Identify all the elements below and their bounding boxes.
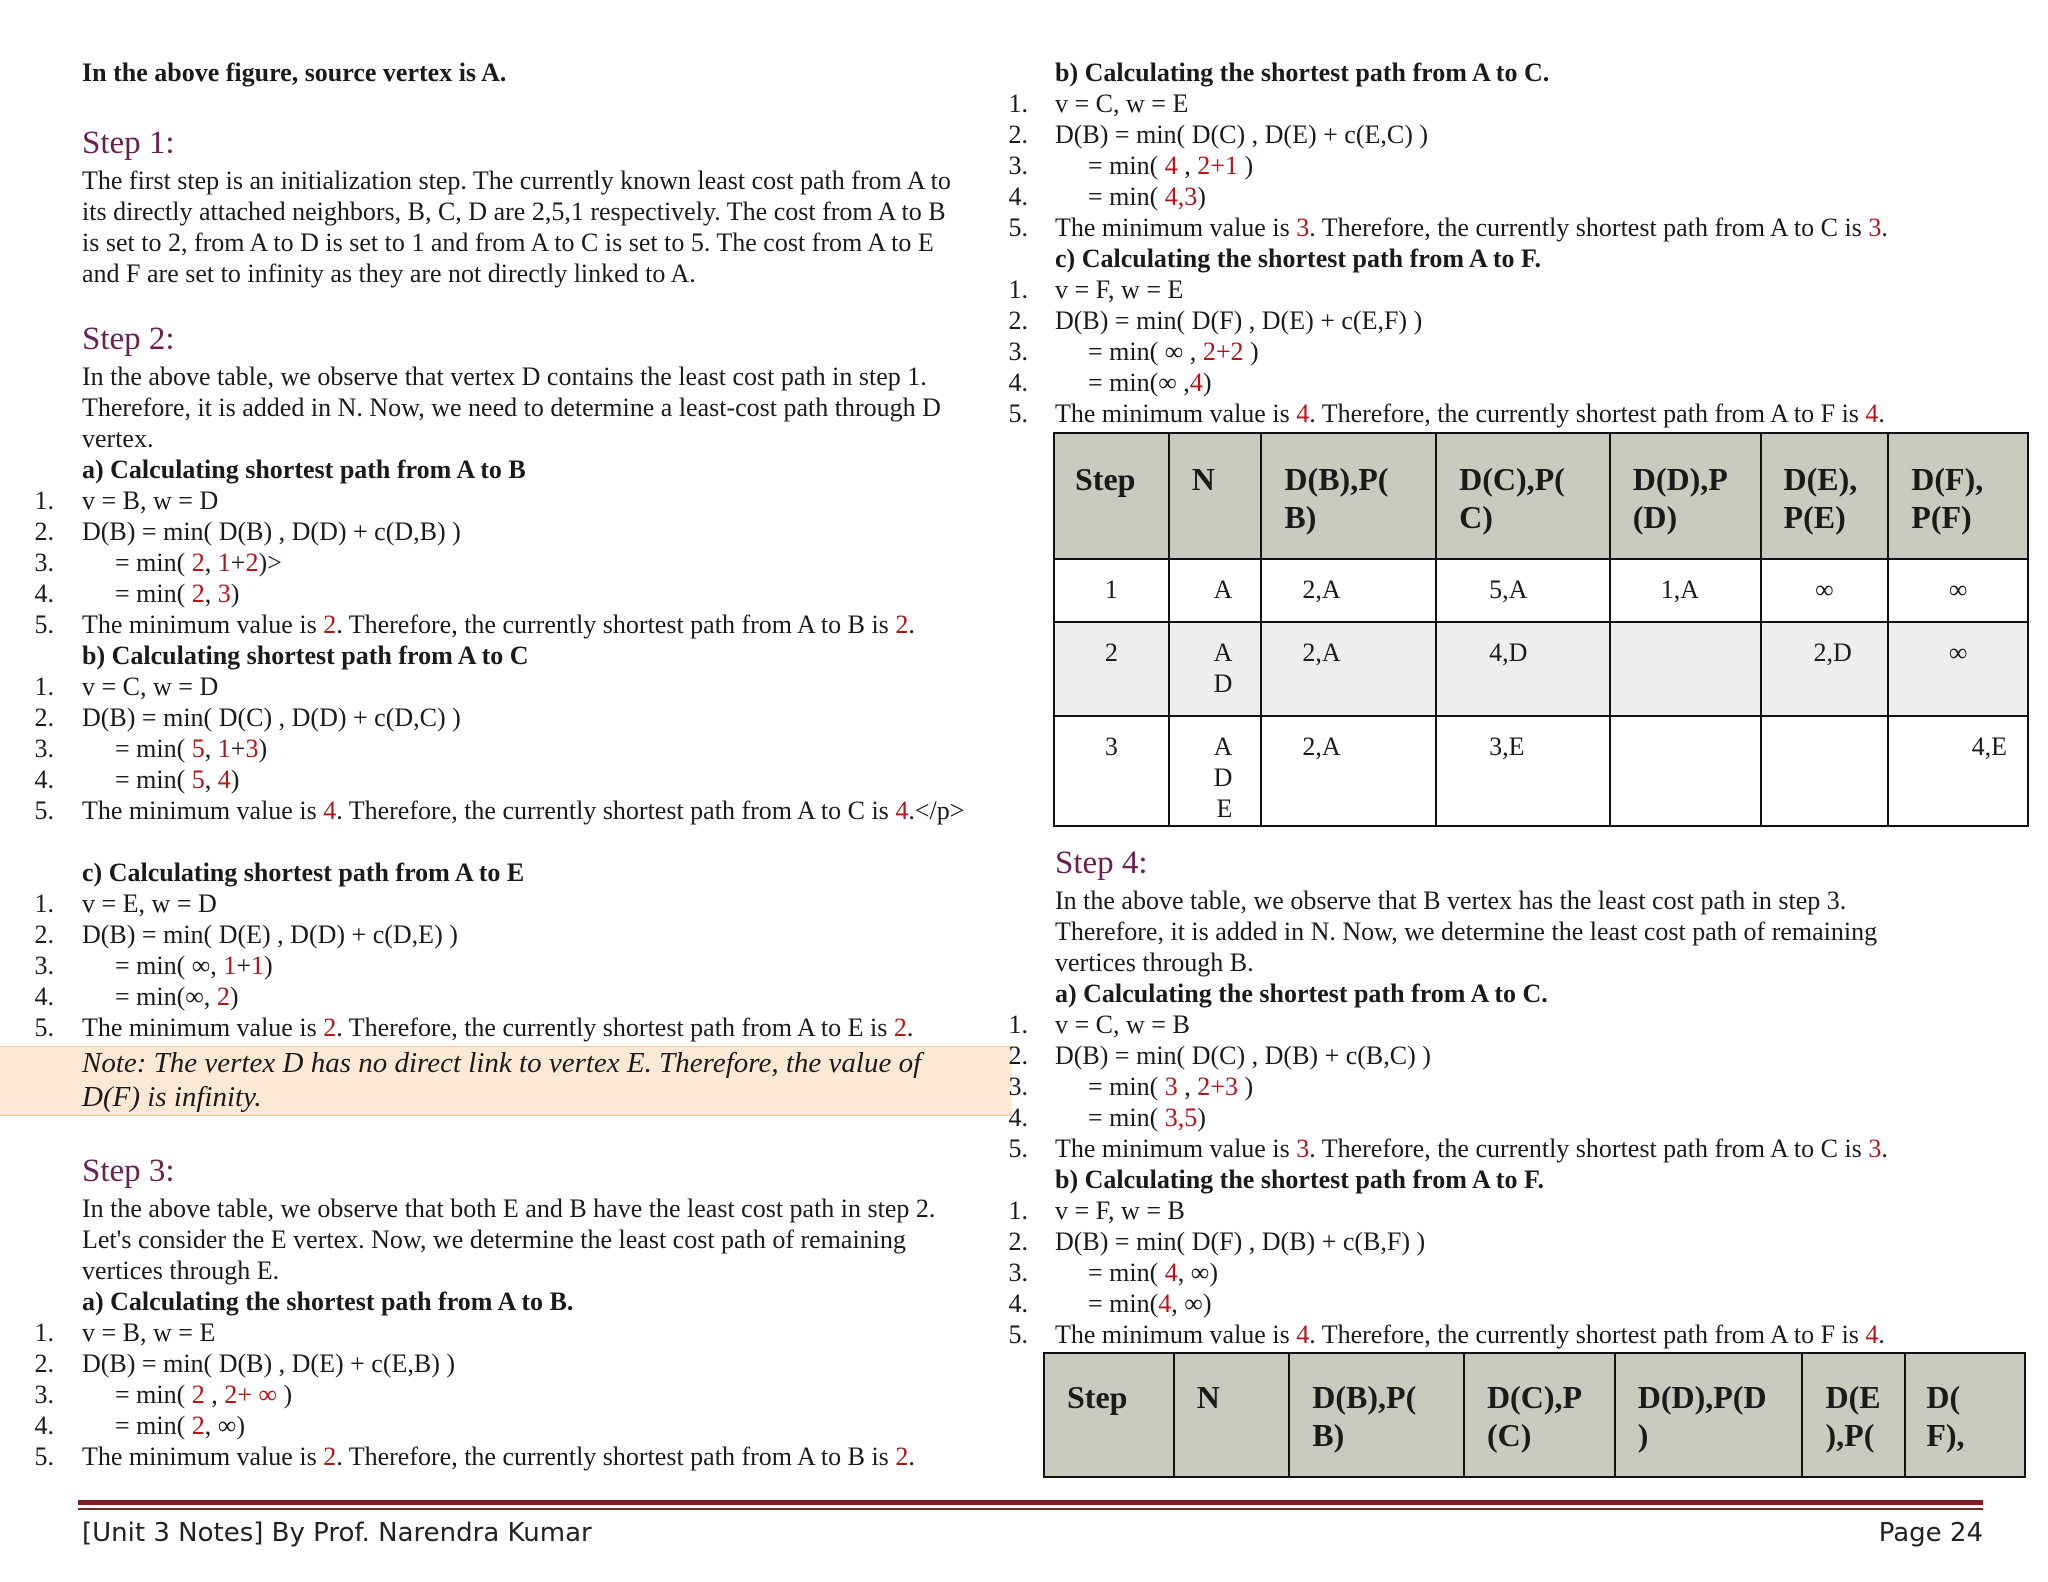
list-number: 5. <box>34 1442 54 1471</box>
list-number: 5. <box>1008 399 1028 428</box>
list-number: 2. <box>34 920 54 949</box>
step4-a-line5: The minimum value is 3. Therefore, the currently shortest path from A to C is 3. <box>1055 1134 1888 1163</box>
step2-line: Therefore, it is added in N. Now, we need to determine a least-cost path through D <box>82 393 941 422</box>
step2-b-title: b) Calculating shortest path from A to C <box>82 641 529 670</box>
step2-a-line5: The minimum value is 2. Therefore, the currently shortest path from A to B is 2. <box>82 610 915 639</box>
step3-c-line1: v = F, w = E <box>1055 275 1184 304</box>
step2-b-line4: = min( 5, 4) <box>115 765 240 794</box>
list-number: 3. <box>1008 337 1028 366</box>
header-db: D(B),P( B) <box>1289 1353 1464 1477</box>
list-number: 1. <box>1008 1010 1028 1039</box>
step4-a-line2: D(B) = min( D(C) , D(B) + c(B,C) ) <box>1055 1041 1431 1070</box>
step4-line: In the above table, we observe that B vertex has the least cost path in step 3. <box>1055 886 1847 915</box>
step3-c-line5: The minimum value is 4. Therefore, the currently shortest path from A to F is 4. <box>1055 399 1885 428</box>
list-number: 4. <box>34 982 54 1011</box>
cell-dd: 1,A <box>1610 559 1761 622</box>
cell-dd <box>1610 716 1761 826</box>
step3-b-line3: = min( 4 , 2+1 ) <box>1088 151 1254 180</box>
step2-a-title: a) Calculating shortest path from A to B <box>82 455 526 484</box>
list-number: 1. <box>1008 275 1028 304</box>
step1-line: its directly attached neighbors, B, C, D are 2,5,1 respectively. The cost from A to B <box>82 197 946 226</box>
step1-line: The first step is an initialization step. The currently known least cost path from A to <box>82 166 951 195</box>
list-number: 3. <box>34 734 54 763</box>
cell-de: ∞ <box>1761 559 1889 622</box>
list-number: 5. <box>1008 1320 1028 1349</box>
step3-c-line3: = min( ∞ , 2+2 ) <box>1088 337 1259 366</box>
step3-b-line2: D(B) = min( D(C) , D(E) + c(E,C) ) <box>1055 120 1429 149</box>
cell-n: A D E <box>1169 716 1262 826</box>
step3-line: vertices through E. <box>82 1256 280 1285</box>
step4-a-line3: = min( 3 , 2+3 ) <box>1088 1072 1254 1101</box>
step3-c-line2: D(B) = min( D(F) , D(E) + c(E,F) ) <box>1055 306 1423 335</box>
cell-dc: 4,D <box>1436 622 1610 716</box>
cell-de: 2,D <box>1761 622 1889 716</box>
list-number: 3. <box>34 548 54 577</box>
cell-step: 2 <box>1054 622 1169 716</box>
list-number: 1. <box>34 486 54 515</box>
header-step: Step <box>1054 433 1169 559</box>
cell-dd <box>1610 622 1761 716</box>
step4-b-line1: v = F, w = B <box>1055 1196 1185 1225</box>
step3-b-title: b) Calculating the shortest path from A to C. <box>1055 58 1550 87</box>
step3-b-line5: The minimum value is 3. Therefore, the currently shortest path from A to C is 3. <box>1055 213 1888 242</box>
cell-dc: 5,A <box>1436 559 1610 622</box>
list-number: 2. <box>34 517 54 546</box>
header-dc: D(C),P( C) <box>1436 433 1610 559</box>
cell-df: 4,E <box>1888 716 2028 826</box>
step4-line: vertices through B. <box>1055 948 1254 977</box>
step2-heading: Step 2: <box>82 321 175 357</box>
step2-a-line2: D(B) = min( D(B) , D(D) + c(D,B) ) <box>82 517 461 546</box>
table-row <box>1054 559 2028 622</box>
table-row <box>1054 716 2028 826</box>
footer-rule-thin <box>78 1508 1983 1510</box>
step3-c-title: c) Calculating the shortest path from A to F. <box>1055 244 1542 273</box>
footer-title: [Unit 3 Notes] By Prof. Narendra Kumar <box>82 1518 592 1548</box>
distance-table-step3 <box>1053 432 2029 827</box>
header-dc: D(C),P (C) <box>1464 1353 1615 1477</box>
list-number: 2. <box>1008 1227 1028 1256</box>
step1-line: is set to 2, from A to D is set to 1 and from A to C is set to 5. The cost from A to E <box>82 228 934 257</box>
step3-a-line3: = min( 2 , 2+ ∞ ) <box>115 1380 293 1409</box>
step3-a-line5: The minimum value is 2. Therefore, the currently shortest path from A to B is 2. <box>82 1442 915 1471</box>
footer-rule <box>78 1500 1983 1505</box>
list-number: 4. <box>1008 182 1028 211</box>
header-n: N <box>1174 1353 1290 1477</box>
cell-dc: 3,E <box>1436 716 1610 826</box>
cell-step: 3 <box>1054 716 1169 826</box>
step3-c-line4: = min(∞ ,4) <box>1088 368 1212 397</box>
step4-b-title: b) Calculating the shortest path from A to F. <box>1055 1165 1544 1194</box>
step3-a-line1: v = B, w = E <box>82 1318 216 1347</box>
list-number: 5. <box>34 1013 54 1042</box>
step3-line: Let's consider the E vertex. Now, we determine the least cost path of remaining <box>82 1225 906 1254</box>
distance-table-step4 <box>1043 1352 2026 1478</box>
list-number: 5. <box>1008 1134 1028 1163</box>
step1-heading: Step 1: <box>82 125 175 161</box>
step3-b-line4: = min( 4,3) <box>1088 182 1206 211</box>
step2-c-title: c) Calculating shortest path from A to E <box>82 858 525 887</box>
list-number: 5. <box>34 796 54 825</box>
step4-line: Therefore, it is added in N. Now, we determine the least cost path of remaining <box>1055 917 1878 946</box>
list-number: 4. <box>1008 368 1028 397</box>
step4-b-line5: The minimum value is 4. Therefore, the currently shortest path from A to F is 4. <box>1055 1320 1885 1349</box>
list-number: 4. <box>34 579 54 608</box>
step4-heading: Step 4: <box>1055 845 1148 881</box>
step2-a-line3: = min( 2, 1+2)> <box>115 548 282 577</box>
cell-de <box>1761 716 1889 826</box>
header-de: D(E), P(E) <box>1761 433 1889 559</box>
header-db: D(B),P( B) <box>1261 433 1436 559</box>
step4-b-line4: = min(4, ∞) <box>1088 1289 1212 1318</box>
list-number: 3. <box>1008 1258 1028 1287</box>
cell-db: 2,A <box>1261 716 1436 826</box>
list-number: 2. <box>34 1349 54 1378</box>
step3-a-title: a) Calculating the shortest path from A to B. <box>82 1287 574 1316</box>
list-number: 5. <box>34 610 54 639</box>
step2-c-line1: v = E, w = D <box>82 889 217 918</box>
list-number: 3. <box>34 951 54 980</box>
list-number: 2. <box>34 703 54 732</box>
list-number: 4. <box>1008 1103 1028 1132</box>
header-step: Step <box>1044 1353 1174 1477</box>
step2-c-line2: D(B) = min( D(E) , D(D) + c(D,E) ) <box>82 920 458 949</box>
header-df: D(F), P(F) <box>1888 433 2028 559</box>
step3-a-line4: = min( 2, ∞) <box>115 1411 245 1440</box>
step4-a-title: a) Calculating the shortest path from A to C. <box>1055 979 1548 1008</box>
list-number: 2. <box>1008 120 1028 149</box>
list-number: 2. <box>1008 1041 1028 1070</box>
list-number: 1. <box>1008 1196 1028 1225</box>
step3-b-line1: v = C, w = E <box>1055 89 1189 118</box>
table-header-row <box>1054 433 2028 559</box>
list-number: 5. <box>1008 213 1028 242</box>
list-number: 1. <box>34 1318 54 1347</box>
list-number: 3. <box>1008 151 1028 180</box>
list-number: 3. <box>1008 1072 1028 1101</box>
step3-a-line2: D(B) = min( D(B) , D(E) + c(E,B) ) <box>82 1349 456 1378</box>
cell-n: A D <box>1169 622 1262 716</box>
intro-text: In the above figure, source vertex is A. <box>82 58 507 87</box>
step3-heading: Step 3: <box>82 1153 175 1189</box>
step2-c-line4: = min(∞, 2) <box>115 982 239 1011</box>
step2-b-line3: = min( 5, 1+3) <box>115 734 268 763</box>
step2-c-line5: The minimum value is 2. Therefore, the currently shortest path from A to E is 2. <box>82 1013 914 1042</box>
note-line: Note: The vertex D has no direct link to vertex E. Therefore, the value of <box>82 1047 922 1079</box>
header-dd: D(D),P(D ) <box>1615 1353 1803 1477</box>
cell-db: 2,A <box>1261 622 1436 716</box>
header-dd: D(D),P (D) <box>1610 433 1761 559</box>
step2-c-line3: = min( ∞, 1+1) <box>115 951 273 980</box>
list-number: 2. <box>1008 306 1028 335</box>
list-number: 1. <box>34 889 54 918</box>
list-number: 4. <box>34 1411 54 1440</box>
note-line: D(F) is infinity. <box>82 1081 262 1113</box>
step2-b-line5: The minimum value is 4. Therefore, the currently shortest path from A to C is 4.</p> <box>82 796 965 825</box>
list-number: 3. <box>34 1380 54 1409</box>
header-de: D(E ),P( <box>1802 1353 1905 1477</box>
step4-b-line2: D(B) = min( D(F) , D(B) + c(B,F) ) <box>1055 1227 1426 1256</box>
header-n: N <box>1169 433 1262 559</box>
header-df: D( F), <box>1905 1353 2025 1477</box>
step2-line: vertex. <box>82 424 154 453</box>
step2-a-line1: v = B, w = D <box>82 486 219 515</box>
cell-db: 2,A <box>1261 559 1436 622</box>
list-number: 1. <box>1008 89 1028 118</box>
step2-line: In the above table, we observe that vertex D contains the least cost path in step 1. <box>82 362 927 391</box>
step4-a-line1: v = C, w = B <box>1055 1010 1190 1039</box>
cell-n: A <box>1169 559 1262 622</box>
step2-a-line4: = min( 2, 3) <box>115 579 240 608</box>
list-number: 4. <box>34 765 54 794</box>
step3-line: In the above table, we observe that both E and B have the least cost path in step 2. <box>82 1194 936 1223</box>
step1-line: and F are set to infinity as they are not directly linked to A. <box>82 259 696 288</box>
step2-b-line2: D(B) = min( D(C) , D(D) + c(D,C) ) <box>82 703 461 732</box>
cell-step: 1 <box>1054 559 1169 622</box>
step4-a-line4: = min( 3,5) <box>1088 1103 1206 1132</box>
list-number: 4. <box>1008 1289 1028 1318</box>
list-number: 1. <box>34 672 54 701</box>
step2-b-line1: v = C, w = D <box>82 672 219 701</box>
cell-df: ∞ <box>1888 559 2028 622</box>
table-header-row <box>1044 1353 2025 1477</box>
cell-df: ∞ <box>1888 622 2028 716</box>
step4-b-line3: = min( 4, ∞) <box>1088 1258 1218 1287</box>
table-row <box>1054 622 2028 716</box>
page-number: Page 24 <box>1878 1518 1983 1548</box>
